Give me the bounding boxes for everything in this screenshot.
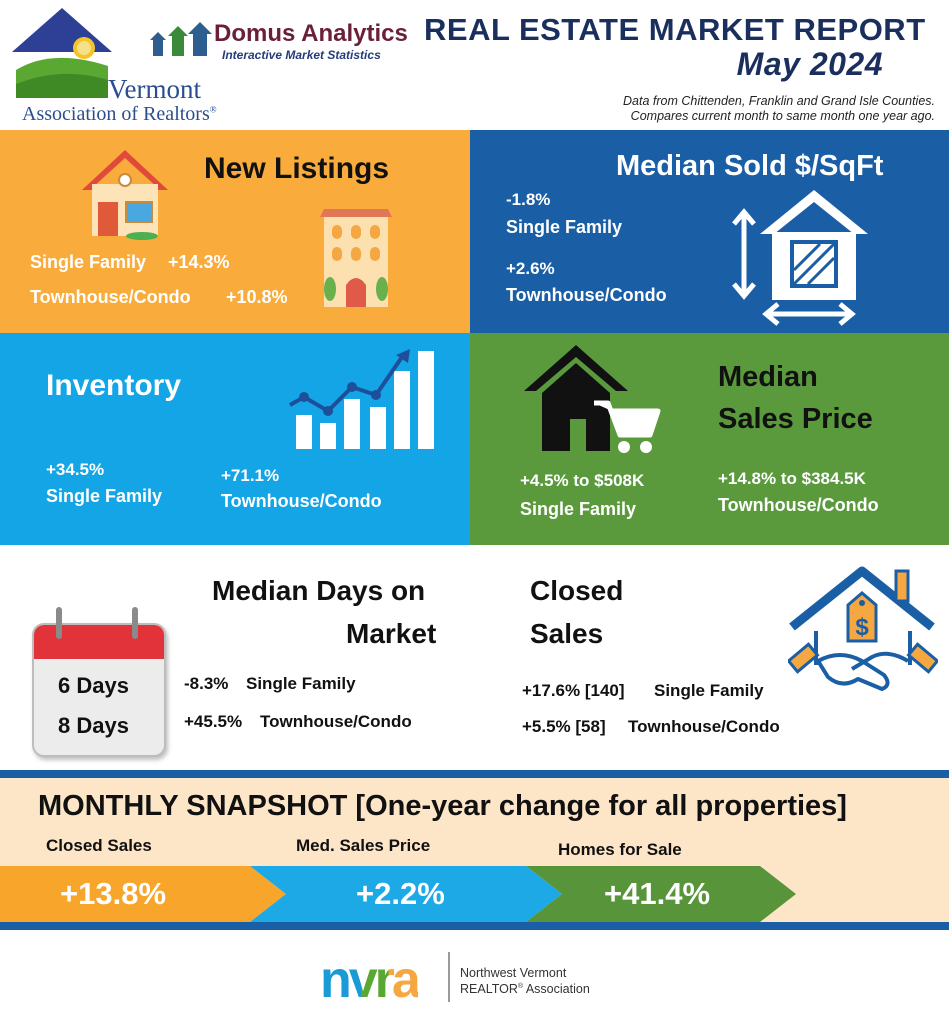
sales-price-sf-label: Single Family bbox=[520, 499, 637, 519]
new-listings-panel bbox=[0, 130, 470, 333]
sqft-title: Median Sold $/SqFt bbox=[616, 150, 884, 182]
footer-org-name bbox=[460, 966, 590, 996]
days-closed-section bbox=[0, 545, 949, 770]
new-listings-sf-label: Single Family bbox=[30, 252, 147, 272]
report-title: REAL ESTATE MARKET REPORT bbox=[424, 12, 926, 47]
handshake-house-icon bbox=[788, 565, 938, 705]
inventory-sf-value: +34.5% bbox=[46, 460, 105, 479]
footer-divider bbox=[448, 952, 450, 1002]
note-line-1: Data from Chittenden, Franklin and Grand Isle Counties. bbox=[623, 94, 935, 108]
closed-tc-text: +5.5% [58] bbox=[522, 717, 606, 736]
closed-sf-label: Single Family bbox=[654, 681, 764, 700]
closed-title-line2: Sales bbox=[530, 618, 604, 649]
days-tc-label: Townhouse/Condo bbox=[260, 712, 412, 731]
snapshot-bottom-rule bbox=[0, 922, 949, 930]
calendar-rings-icon bbox=[50, 607, 144, 641]
dollar-sign-text: $ bbox=[855, 614, 869, 641]
sales-price-title-line1: Median bbox=[718, 361, 818, 393]
footer-org-line1: Northwest Vermont bbox=[460, 966, 567, 980]
square-footage-icon bbox=[728, 190, 878, 326]
townhouse-icon bbox=[320, 205, 392, 309]
sales-price-tc-label: Townhouse/Condo bbox=[718, 495, 879, 515]
sqft-sf-value: -1.8% bbox=[506, 190, 551, 209]
snapshot-label-homes-for-sale: Homes for Sale bbox=[558, 840, 682, 859]
new-listings-tc-label: Townhouse/Condo bbox=[30, 287, 191, 307]
sales-price-panel bbox=[470, 333, 949, 545]
report-header bbox=[0, 0, 949, 130]
new-listings-sf-value: +14.3% bbox=[168, 252, 230, 272]
sqft-panel bbox=[470, 130, 949, 333]
domus-houses-icon bbox=[150, 22, 212, 58]
domus-brand-name: Domus Analytics bbox=[214, 20, 408, 47]
closed-title-line1: Closed bbox=[530, 575, 624, 606]
days-title-line2: Market bbox=[346, 618, 437, 649]
days-sf-label: Single Family bbox=[246, 674, 356, 693]
note-line-2: Compares current month to same month one year ago. bbox=[630, 109, 935, 123]
sales-price-sf-value: +4.5% to $508K bbox=[520, 471, 645, 490]
report-month: May 2024 bbox=[736, 46, 883, 82]
closed-tc-label: Townhouse/Condo bbox=[628, 717, 780, 736]
snapshot-value-homes-for-sale: +41.4% bbox=[604, 876, 711, 911]
growth-chart-icon bbox=[282, 343, 438, 451]
inventory-panel bbox=[0, 333, 470, 545]
report-data-note bbox=[623, 94, 935, 124]
inventory-title: Inventory bbox=[46, 369, 182, 402]
house-cart-icon bbox=[524, 345, 664, 455]
days-sf-value: -8.3% bbox=[184, 674, 229, 693]
footer-logo-block bbox=[320, 952, 660, 1012]
var-org-name-line1: Vermont bbox=[108, 74, 201, 104]
var-logo-icon bbox=[12, 8, 112, 100]
footer-org-line2: REALTOR® Association bbox=[460, 982, 590, 997]
snapshot-title: MONTHLY SNAPSHOT [One-year change for all properties] bbox=[38, 790, 847, 822]
sales-price-tc-value: +14.8% to $384.5K bbox=[718, 469, 866, 488]
inventory-tc-label: Townhouse/Condo bbox=[221, 491, 382, 511]
sqft-tc-label: Townhouse/Condo bbox=[506, 285, 667, 305]
sqft-sf-label: Single Family bbox=[506, 217, 623, 237]
nvra-logo-text: nvra bbox=[320, 951, 418, 1009]
house-icon bbox=[82, 150, 168, 240]
days-title-line1: Median Days on bbox=[212, 575, 426, 606]
new-listings-tc-value: +10.8% bbox=[226, 287, 288, 307]
inventory-sf-label: Single Family bbox=[46, 486, 163, 506]
new-listings-title: New Listings bbox=[204, 152, 390, 185]
domus-tagline: Interactive Market Statistics bbox=[222, 48, 381, 62]
days-tc-value: +45.5% bbox=[184, 712, 243, 731]
sales-price-title-line2: Sales Price bbox=[718, 403, 873, 435]
var-org-name-line2: Association of Realtors® bbox=[22, 103, 217, 125]
snapshot-value-sales-price: +2.2% bbox=[356, 876, 445, 911]
sqft-tc-value: +2.6% bbox=[506, 259, 555, 278]
snapshot-top-rule bbox=[0, 770, 949, 778]
closed-sf-text: +17.6% [140] bbox=[522, 681, 625, 700]
inventory-tc-value: +71.1% bbox=[221, 466, 280, 485]
snapshot-band bbox=[0, 778, 949, 922]
snapshot-label-closed-sales: Closed Sales bbox=[46, 836, 152, 855]
calendar-tc-days: 8 Days bbox=[58, 713, 129, 738]
calendar-sf-days: 6 Days bbox=[58, 673, 129, 698]
snapshot-label-sales-price: Med. Sales Price bbox=[296, 836, 431, 855]
snapshot-value-closed-sales: +13.8% bbox=[60, 876, 167, 911]
